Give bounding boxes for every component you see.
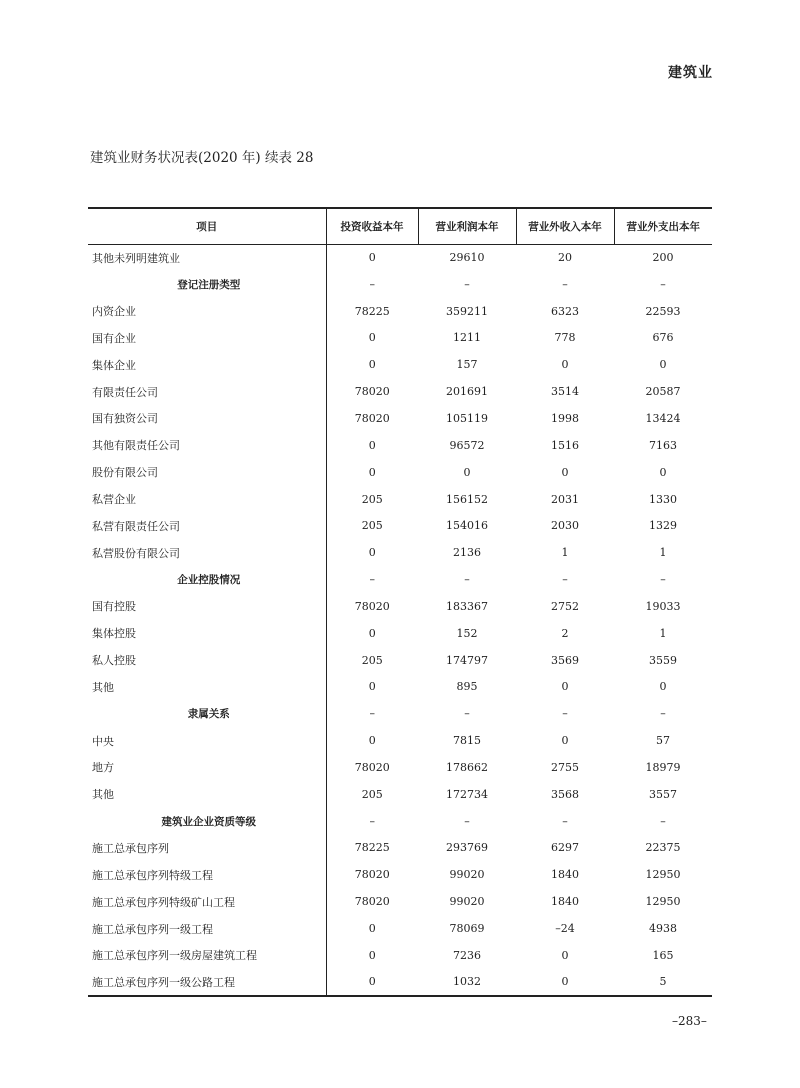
row-label: 国有独资公司 — [88, 405, 326, 432]
cell-value: 6297 — [551, 841, 579, 855]
cell-value: – — [562, 814, 568, 828]
cell-value: – — [464, 573, 470, 587]
cell-value: 3568 — [551, 787, 579, 801]
table-row — [88, 942, 712, 969]
row-label: 其他 — [88, 781, 326, 808]
row-label: 隶属关系 — [88, 700, 326, 727]
cell-value: 0 — [659, 358, 667, 372]
cell-value: – — [369, 707, 375, 721]
cell-value: 1 — [561, 546, 569, 560]
cell-value: – — [464, 814, 470, 828]
table-row — [88, 405, 712, 432]
cell-value: 1840 — [551, 868, 579, 882]
row-label: 建筑业企业资质等级 — [88, 808, 326, 835]
cell-value: – — [369, 573, 375, 587]
cell-value: 0 — [368, 546, 376, 560]
cell-value: 152 — [456, 626, 478, 640]
row-label: 中央 — [88, 727, 326, 754]
table-row — [88, 647, 712, 674]
cell-value: 0 — [368, 626, 376, 640]
section-row — [88, 566, 712, 593]
table-row — [88, 486, 712, 513]
row-label: 施工总承包序列特级工程 — [88, 861, 326, 888]
cell-value: 5 — [614, 969, 712, 996]
table-row — [88, 378, 712, 405]
cell-value: – — [660, 707, 666, 721]
table-row — [88, 325, 712, 352]
table-row — [88, 674, 712, 701]
cell-value: 78020 — [354, 411, 390, 425]
column-header: 营业外支出本年 — [614, 208, 712, 244]
cell-value: – — [660, 277, 666, 291]
row-label: 施工总承包序列一级房屋建筑工程 — [88, 942, 326, 969]
cell-value: – — [562, 573, 568, 587]
section-row — [88, 271, 712, 298]
cell-value: 19033 — [645, 599, 681, 613]
row-label: 施工总承包序列 — [88, 835, 326, 862]
cell-value: 0 — [368, 358, 376, 372]
cell-value: 7815 — [453, 734, 481, 748]
cell-value: 1330 — [649, 492, 677, 506]
cell-value: 293769 — [446, 841, 488, 855]
cell-value: 156152 — [446, 492, 488, 506]
cell-value: – — [660, 573, 666, 587]
cell-value: – — [660, 814, 666, 828]
row-label: 集体企业 — [88, 351, 326, 378]
cell-value: 4938 — [649, 922, 677, 936]
cell-value: 359211 — [446, 304, 488, 318]
cell-value: 0 — [516, 969, 614, 996]
cell-value: 2755 — [551, 760, 579, 774]
cell-value: – — [562, 277, 568, 291]
cell-value: 895 — [456, 680, 478, 694]
cell-value: – — [562, 707, 568, 721]
cell-value: 3569 — [551, 653, 579, 667]
cell-value: 18979 — [645, 760, 681, 774]
row-label: 内资企业 — [88, 298, 326, 325]
cell-value: 0 — [368, 465, 376, 479]
table-row — [88, 539, 712, 566]
cell-value: 0 — [561, 465, 569, 479]
cell-value: 0 — [561, 948, 569, 962]
row-label: 私营股份有限公司 — [88, 539, 326, 566]
table-row — [88, 727, 712, 754]
table-row — [88, 781, 712, 808]
cell-value: 1 — [659, 546, 667, 560]
cell-value: 7236 — [453, 948, 481, 962]
cell-value: 2030 — [551, 519, 579, 533]
cell-value: 3557 — [649, 787, 677, 801]
section-row — [88, 700, 712, 727]
cell-value: 29610 — [449, 251, 485, 265]
cell-value: 0 — [326, 969, 418, 996]
row-label: 国有企业 — [88, 325, 326, 352]
table-row — [88, 244, 712, 271]
row-label: 施工总承包序列一级工程 — [88, 915, 326, 942]
table-title: 建筑业财务状况表(2020 年) 续表 28 — [90, 150, 314, 166]
cell-value: 205 — [361, 653, 383, 667]
cell-value: 0 — [659, 680, 667, 694]
cell-value: 0 — [368, 734, 376, 748]
cell-value: 6323 — [551, 304, 579, 318]
cell-value: 96572 — [449, 438, 485, 452]
cell-value: 2 — [561, 626, 569, 640]
cell-value: 0 — [368, 331, 376, 345]
table-row — [88, 835, 712, 862]
cell-value: 20 — [558, 251, 572, 265]
row-label: 私营有限责任公司 — [88, 512, 326, 539]
column-header: 项目 — [88, 208, 326, 244]
cell-value: 12950 — [645, 895, 681, 909]
table-row — [88, 432, 712, 459]
cell-value: 205 — [361, 787, 383, 801]
cell-value: 2752 — [551, 599, 579, 613]
cell-value: 205 — [361, 492, 383, 506]
row-label: 股份有限公司 — [88, 459, 326, 486]
cell-value: 0 — [561, 734, 569, 748]
row-label: 其他 — [88, 674, 326, 701]
financial-table — [88, 207, 712, 997]
row-label: 私营企业 — [88, 486, 326, 513]
cell-value: 200 — [652, 251, 674, 265]
column-header: 投资收益本年 — [326, 208, 418, 244]
table-row — [88, 969, 712, 996]
cell-value: 205 — [361, 519, 383, 533]
cell-value: 7163 — [649, 438, 677, 452]
cell-value: 174797 — [446, 653, 488, 667]
cell-value: –24 — [555, 922, 575, 936]
cell-value: 154016 — [446, 519, 488, 533]
table-row — [88, 298, 712, 325]
cell-value: 78020 — [354, 868, 390, 882]
cell-value: 78225 — [354, 304, 390, 318]
table-row — [88, 512, 712, 539]
cell-value: 0 — [368, 680, 376, 694]
running-header: 建筑业 — [668, 65, 713, 81]
cell-value: 22375 — [645, 841, 681, 855]
row-label: 施工总承包序列一级公路工程 — [88, 969, 326, 996]
cell-value: 1516 — [551, 438, 579, 452]
cell-value: 2031 — [551, 492, 579, 506]
cell-value: 178662 — [446, 760, 488, 774]
cell-value: 1032 — [418, 969, 516, 996]
cell-value: 1998 — [551, 411, 579, 425]
table-row — [88, 915, 712, 942]
cell-value: 157 — [456, 358, 478, 372]
cell-value: 22593 — [645, 304, 681, 318]
cell-value: 78020 — [354, 895, 390, 909]
cell-value: – — [369, 277, 375, 291]
row-label: 企业控股情况 — [88, 566, 326, 593]
cell-value: 0 — [561, 680, 569, 694]
cell-value: 0 — [368, 948, 376, 962]
cell-value: 1211 — [453, 331, 481, 345]
cell-value: 1840 — [551, 895, 579, 909]
cell-value: 78020 — [354, 760, 390, 774]
cell-value: 20587 — [645, 385, 681, 399]
cell-value: – — [369, 814, 375, 828]
cell-value: 105119 — [446, 411, 488, 425]
cell-value: – — [464, 277, 470, 291]
row-label: 私人控股 — [88, 647, 326, 674]
row-label: 地方 — [88, 754, 326, 781]
cell-value: 0 — [463, 465, 471, 479]
row-label: 国有控股 — [88, 593, 326, 620]
row-label: 集体控股 — [88, 620, 326, 647]
cell-value: 78069 — [449, 922, 485, 936]
row-label: 其他未列明建筑业 — [88, 244, 326, 271]
cell-value: 78020 — [354, 385, 390, 399]
table-header-row — [88, 208, 712, 244]
cell-value: 0 — [368, 438, 376, 452]
cell-value: 3514 — [551, 385, 579, 399]
column-header: 营业外收入本年 — [516, 208, 614, 244]
cell-value: 13424 — [645, 411, 681, 425]
table-row — [88, 620, 712, 647]
cell-value: 2136 — [453, 546, 481, 560]
row-label: 有限责任公司 — [88, 378, 326, 405]
cell-value: 78225 — [354, 841, 390, 855]
cell-value: 0 — [368, 922, 376, 936]
row-label: 其他有限责任公司 — [88, 432, 326, 459]
row-label: 登记注册类型 — [88, 271, 326, 298]
cell-value: 78020 — [354, 599, 390, 613]
cell-value: 676 — [652, 331, 674, 345]
table-row — [88, 459, 712, 486]
section-row — [88, 808, 712, 835]
cell-value: 0 — [561, 358, 569, 372]
row-label: 施工总承包序列特级矿山工程 — [88, 888, 326, 915]
cell-value: 172734 — [446, 787, 488, 801]
cell-value: 12950 — [645, 868, 681, 882]
cell-value: 201691 — [446, 385, 488, 399]
cell-value: 183367 — [446, 599, 488, 613]
cell-value: 1 — [659, 626, 667, 640]
cell-value: 57 — [656, 734, 670, 748]
cell-value: 165 — [652, 948, 674, 962]
cell-value: 99020 — [449, 895, 485, 909]
table-row — [88, 351, 712, 378]
cell-value: – — [464, 707, 470, 721]
cell-value: 0 — [659, 465, 667, 479]
table-row — [88, 888, 712, 915]
cell-value: 778 — [554, 331, 576, 345]
cell-value: 99020 — [449, 868, 485, 882]
cell-value: 1329 — [649, 519, 677, 533]
table-row — [88, 593, 712, 620]
table-row — [88, 861, 712, 888]
cell-value: 0 — [368, 251, 376, 265]
table-row — [88, 754, 712, 781]
column-header: 营业利润本年 — [418, 208, 516, 244]
cell-value: 3559 — [649, 653, 677, 667]
page-number: –283– — [672, 1014, 707, 1028]
